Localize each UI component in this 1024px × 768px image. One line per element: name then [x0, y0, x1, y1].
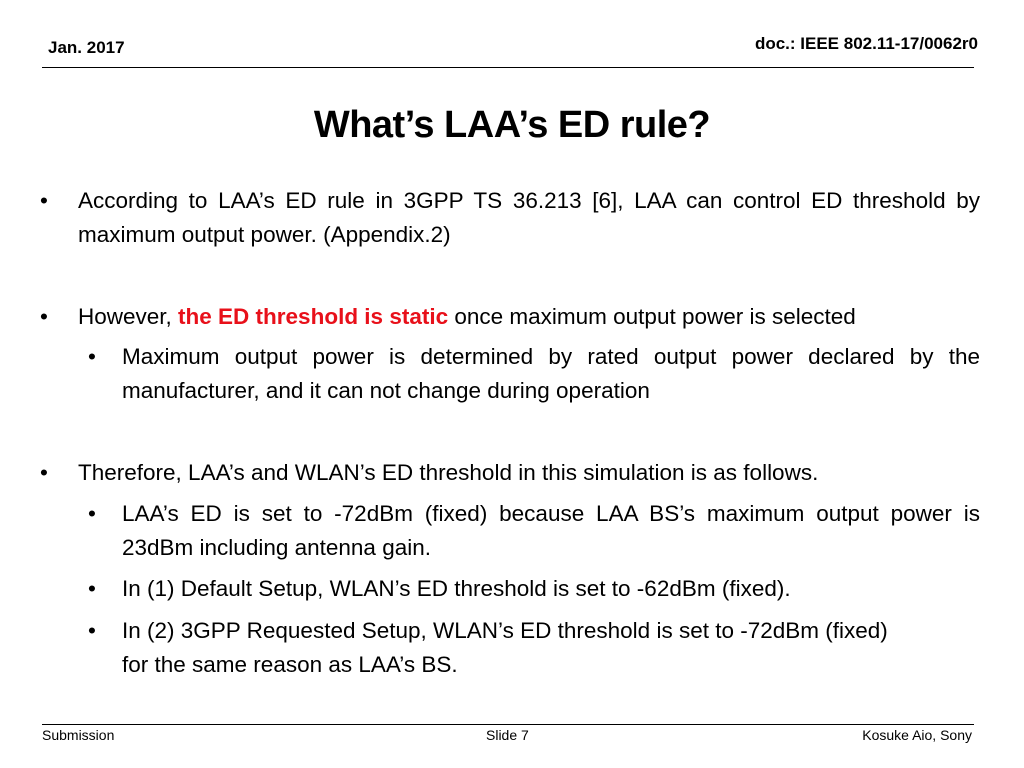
- sub-bullet-item: [0, 572, 1024, 608]
- bullet-marker: •: [40, 188, 48, 213]
- bullet-item: [0, 300, 1024, 336]
- sub-bullet-text: In (1) Default Setup, WLAN’s ED threshold is set to -62dBm (fixed).: [122, 576, 791, 601]
- sub-bullet-item: [0, 497, 1024, 567]
- sub-bullet-item: [0, 340, 1024, 410]
- bullet-marker: •: [88, 618, 96, 643]
- bullet-text-suffix: once maximum output power is selected: [448, 304, 856, 329]
- bullet-marker: •: [88, 576, 96, 601]
- bullet-item: [0, 184, 1024, 254]
- highlighted-text: the ED threshold is static: [178, 304, 449, 329]
- bullet-marker: •: [88, 344, 96, 369]
- bullet-text: Therefore, LAA’s and WLAN’s ED threshold in this simulation is as follows.: [78, 460, 819, 485]
- header-doc-id: doc.: IEEE 802.11-17/0062r0: [754, 34, 978, 53]
- bullet-item: [0, 456, 1024, 492]
- bullet-text: [78, 300, 980, 334]
- sub-bullet-text-line: In (2) 3GPP Requested Setup, WLAN’s ED threshold is set to -72dBm (fixed): [122, 618, 888, 643]
- footer-divider: [42, 724, 974, 725]
- bullet-text: According to LAA’s ED rule in 3GPP TS 36.213 [6], LAA can control ED threshold by maximum output power. (Appendix.2): [78, 188, 980, 247]
- slide-title: What’s LAA’s ED rule?: [313, 104, 711, 146]
- sub-bullet-item: [0, 614, 1024, 684]
- sub-bullet-text: Maximum output power is determined by rated output power declared by the manufacturer, and it can not change during operation: [122, 344, 980, 403]
- footer-slide-number: Slide 7: [486, 727, 529, 743]
- footer-author: Kosuke Aio, Sony: [862, 727, 972, 743]
- sub-bullet-text: [122, 614, 980, 682]
- bullet-text-prefix: However,: [78, 304, 179, 329]
- sub-bullet-text: LAA’s ED is set to -72dBm (fixed) because LAA BS’s maximum output power is 23dBm including antenna gain.: [122, 501, 980, 560]
- bullet-marker: •: [40, 304, 48, 329]
- bullet-marker: •: [40, 460, 48, 485]
- sub-bullet-text-line: for the same reason as LAA’s BS.: [122, 652, 458, 677]
- footer-submission: Submission: [42, 727, 115, 743]
- bullet-marker: •: [88, 501, 96, 526]
- header-date: Jan. 2017: [48, 38, 125, 57]
